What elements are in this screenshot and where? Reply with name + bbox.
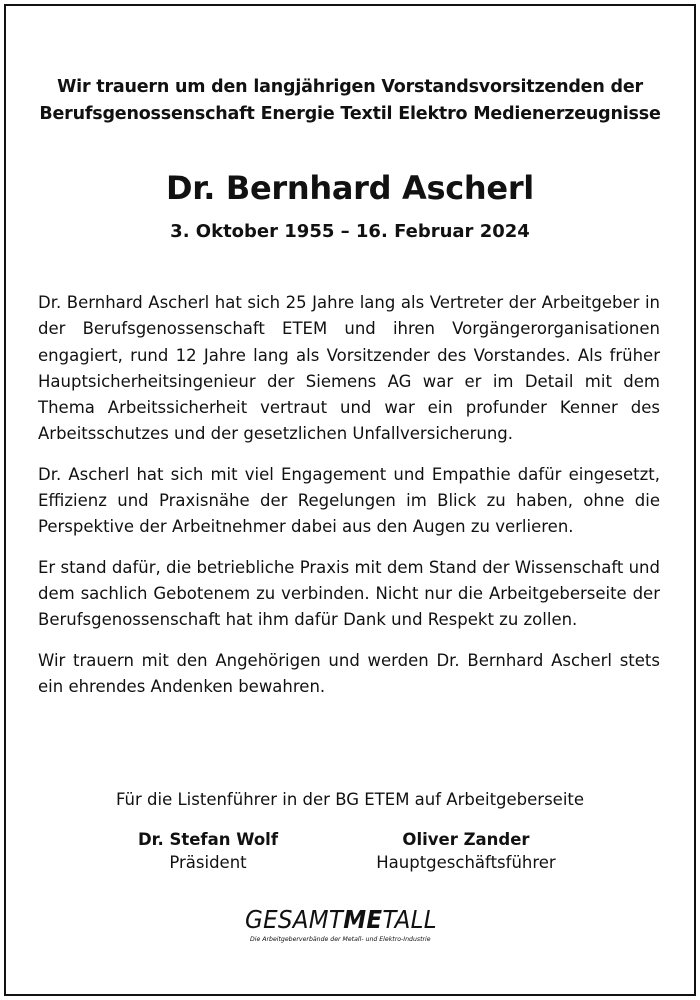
paragraph: Dr. Bernhard Ascherl hat sich 25 Jahre lang als Vertreter der Arbeitgeber in der Berufsgenossenschaft ETEM und ihren Vorgängerorganisationen engagiert, rund 12 Jahre lang als Vorsitzender des Vorstandes. Als früher Hauptsicherheitsingenieur der Siemens AG war er im Detail mit dem Thema Arbeitssicherheit vertraut und war ein profunder Kenner des Arbeitsschutzes und der gesetzlichen Unfallversicherung. (38, 293, 660, 444)
life-dates: 3. Oktober 1955 – 16. Februar 2024 (170, 221, 530, 242)
deceased-name: Dr. Bernhard Ascherl (166, 169, 534, 207)
signer-president (78, 829, 338, 875)
logo-tagline: Die Arbeitgeberverbände der Metall- und Elektro-Industrie (250, 936, 431, 943)
signature-intro: Für die Listenführer in der BG ETEM auf Arbeitgeberseite (115, 790, 585, 809)
logo-word-part: TALL (382, 905, 437, 934)
signer-role: Hauptgeschäftsführer (376, 853, 556, 872)
logo-wordmark (245, 906, 438, 934)
body-text (38, 290, 660, 714)
intro-line: Berufsgenossenschaft Energie Textil Elektro Medienerzeugnisse (39, 104, 661, 124)
intro-text (20, 74, 680, 128)
signer-name: Oliver Zander (402, 830, 530, 849)
paragraph: Er stand dafür, die betriebliche Praxis mit dem Stand der Wissenschaft und dem sachlich Gebotenem zu verbinden. Nicht nur die Arbeitgeberseite der Berufsgenossenschaft hat ihm dafür Dank und Respekt zu zollen. (38, 557, 660, 630)
logo-word-part: ME (343, 905, 383, 934)
paragraph: Dr. Ascherl hat sich mit viel Engagement und Empathie dafür eingesetzt, Effizienz und Praxisnähe der Regelungen im Blick zu haben, ohne die Perspektive der Arbeitnehmer dabei aus den Augen zu verlieren. (38, 464, 660, 537)
signer-name: Dr. Stefan Wolf (137, 830, 279, 849)
signer-role: Präsident (169, 853, 247, 872)
paragraph: Wir trauern mit den Angehörigen und werden Dr. Bernhard Ascherl stets ein ehrendes Andenken bewahren. (38, 650, 660, 696)
intro-line: Wir trauern um den langjährigen Vorstandsvorsitzenden der (57, 77, 643, 97)
logo-word-part: GESAMT (245, 905, 344, 934)
gesamtmetall-logo (245, 906, 455, 944)
signer-managing-director (336, 829, 596, 875)
